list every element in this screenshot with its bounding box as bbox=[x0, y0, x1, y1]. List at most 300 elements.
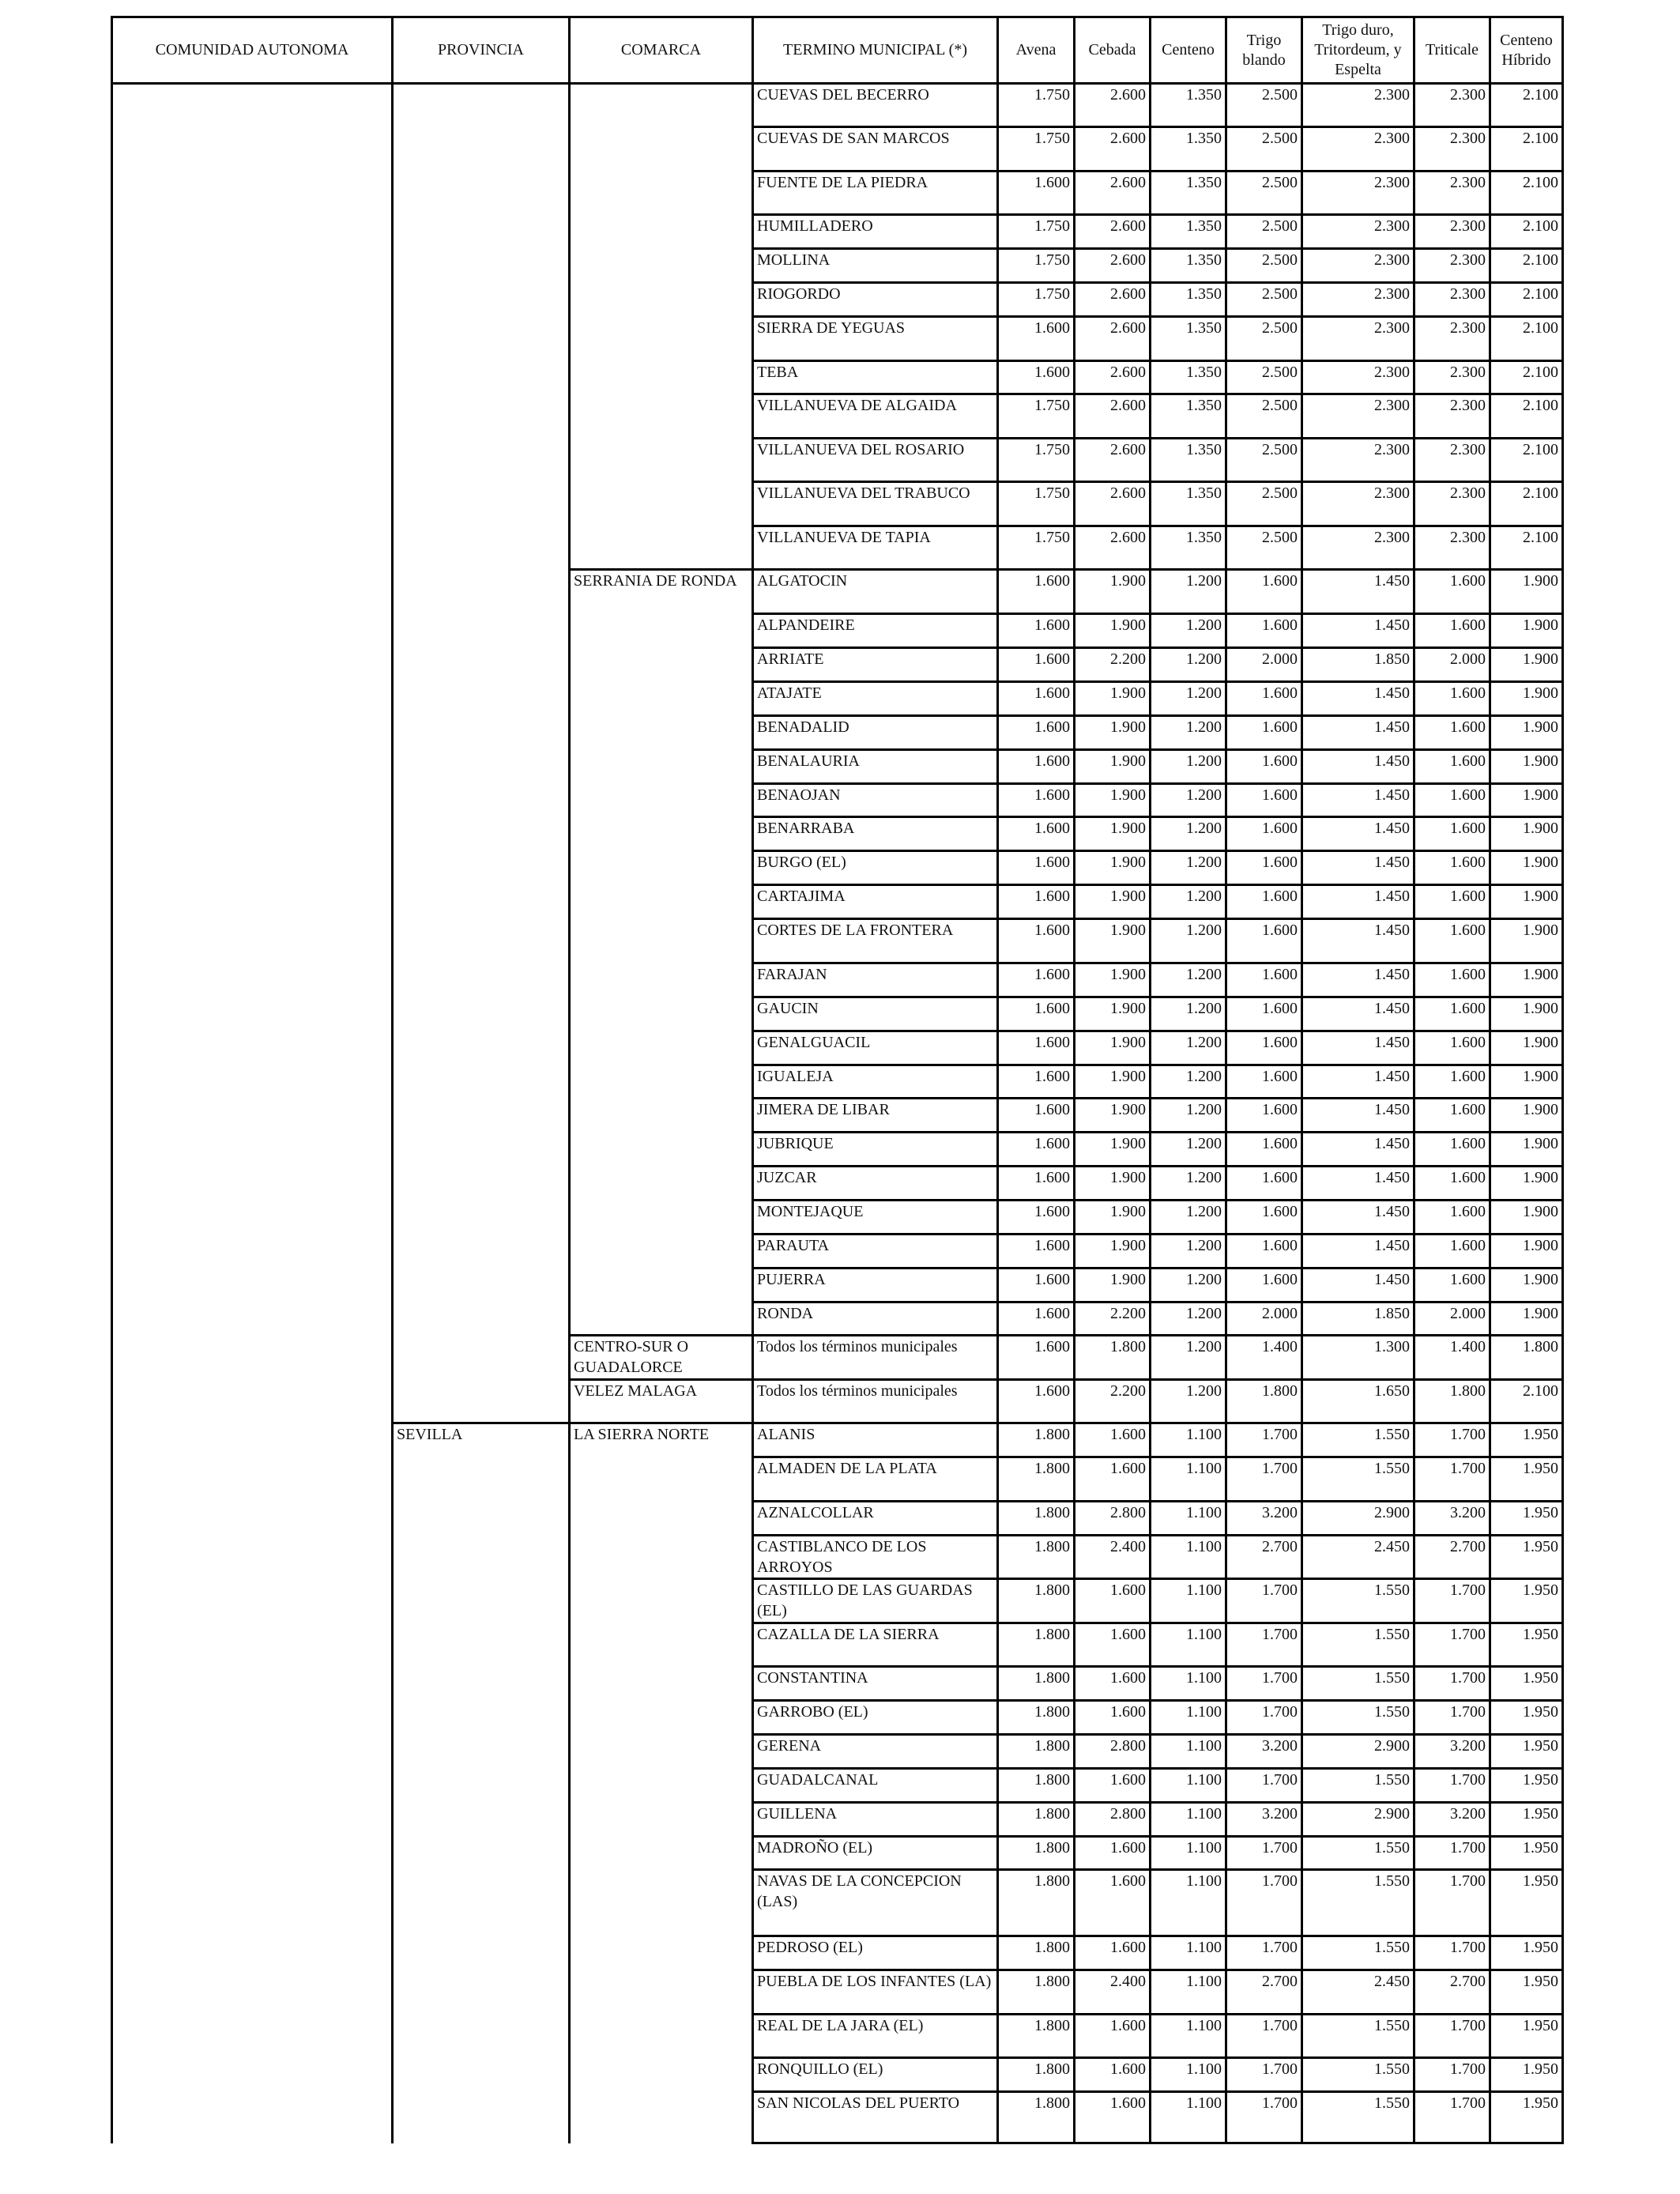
termino-municipal-cell: MONTEJAQUE bbox=[753, 1201, 998, 1235]
cebada-cell: 1.600 bbox=[1075, 2015, 1151, 2058]
trigo-duro-cell: 2.900 bbox=[1302, 1502, 1414, 1536]
trigo-blando-cell: 1.600 bbox=[1226, 1133, 1302, 1167]
centeno-cell: 1.100 bbox=[1151, 1667, 1226, 1701]
termino-municipal-cell: PUEBLA DE LOS INFANTES (LA) bbox=[753, 1970, 998, 2015]
trigo-blando-cell: 3.200 bbox=[1226, 1803, 1302, 1837]
cebada-cell: 1.900 bbox=[1075, 851, 1151, 885]
centeno-cell: 1.200 bbox=[1151, 784, 1226, 817]
trigo-blando-cell: 1.600 bbox=[1226, 919, 1302, 963]
triticale-cell: 2.300 bbox=[1414, 361, 1490, 394]
avena-cell: 1.800 bbox=[998, 2092, 1075, 2143]
centeno-hibrido-cell: 2.100 bbox=[1490, 394, 1563, 439]
trigo-blando-cell: 1.600 bbox=[1226, 570, 1302, 614]
termino-municipal-cell: MOLLINA bbox=[753, 249, 998, 283]
centeno-hibrido-cell: 1.950 bbox=[1490, 1701, 1563, 1735]
avena-cell: 1.800 bbox=[998, 1701, 1075, 1735]
cebada-cell: 2.600 bbox=[1075, 361, 1151, 394]
triticale-cell: 1.600 bbox=[1414, 1167, 1490, 1201]
centeno-cell: 1.200 bbox=[1151, 851, 1226, 885]
avena-cell: 1.800 bbox=[998, 1870, 1075, 1936]
cebada-cell: 1.600 bbox=[1075, 1769, 1151, 1803]
trigo-blando-cell: 1.600 bbox=[1226, 963, 1302, 997]
termino-municipal-cell: GERENA bbox=[753, 1735, 998, 1769]
termino-municipal-cell: CASTIBLANCO DE LOS ARROYOS bbox=[753, 1536, 998, 1579]
trigo-duro-cell: 2.300 bbox=[1302, 127, 1414, 172]
triticale-cell: 2.700 bbox=[1414, 1970, 1490, 2015]
cebada-cell: 1.600 bbox=[1075, 1837, 1151, 1870]
centeno-hibrido-cell: 1.900 bbox=[1490, 1269, 1563, 1302]
centeno-hibrido-cell: 1.950 bbox=[1490, 2015, 1563, 2058]
cebada-cell: 1.600 bbox=[1075, 1623, 1151, 1667]
termino-municipal-cell: VILLANUEVA DEL TRABUCO bbox=[753, 482, 998, 526]
cebada-cell: 1.600 bbox=[1075, 2092, 1151, 2143]
trigo-blando-cell: 1.700 bbox=[1226, 1667, 1302, 1701]
cebada-cell: 1.600 bbox=[1075, 2058, 1151, 2092]
termino-municipal-cell: CAZALLA DE LA SIERRA bbox=[753, 1623, 998, 1667]
termino-municipal-cell: PEDROSO (EL) bbox=[753, 1936, 998, 1970]
avena-cell: 1.750 bbox=[998, 482, 1075, 526]
comarca-cell bbox=[570, 84, 753, 570]
trigo-blando-cell: 2.500 bbox=[1226, 317, 1302, 361]
cebada-cell: 1.900 bbox=[1075, 784, 1151, 817]
centeno-hibrido-cell: 1.900 bbox=[1490, 716, 1563, 750]
triticale-cell: 1.600 bbox=[1414, 570, 1490, 614]
centeno-hibrido-cell: 1.900 bbox=[1490, 1133, 1563, 1167]
cebada-cell: 1.600 bbox=[1075, 1667, 1151, 1701]
trigo-blando-cell: 1.700 bbox=[1226, 1769, 1302, 1803]
header-trigo-duro: Trigo duro, Tritordeum, y Espelta bbox=[1302, 17, 1414, 84]
trigo-duro-cell: 1.550 bbox=[1302, 1870, 1414, 1936]
trigo-blando-cell: 1.600 bbox=[1226, 1269, 1302, 1302]
termino-municipal-cell: ALPANDEIRE bbox=[753, 614, 998, 648]
triticale-cell: 1.600 bbox=[1414, 1201, 1490, 1235]
termino-municipal-cell: VILLANUEVA DE TAPIA bbox=[753, 526, 998, 570]
triticale-cell: 1.600 bbox=[1414, 851, 1490, 885]
cebada-cell: 1.600 bbox=[1075, 1423, 1151, 1457]
cebada-cell: 2.600 bbox=[1075, 172, 1151, 215]
trigo-duro-cell: 1.450 bbox=[1302, 1167, 1414, 1201]
centeno-cell: 1.350 bbox=[1151, 84, 1226, 127]
page bbox=[111, 16, 1561, 2144]
avena-cell: 1.600 bbox=[998, 1031, 1075, 1065]
centeno-hibrido-cell: 1.950 bbox=[1490, 1870, 1563, 1936]
trigo-blando-cell: 2.500 bbox=[1226, 172, 1302, 215]
triticale-cell: 1.600 bbox=[1414, 1133, 1490, 1167]
avena-cell: 1.600 bbox=[998, 1065, 1075, 1099]
cebada-cell: 2.200 bbox=[1075, 648, 1151, 682]
termino-municipal-cell: BENADALID bbox=[753, 716, 998, 750]
trigo-duro-cell: 2.450 bbox=[1302, 1970, 1414, 2015]
trigo-duro-cell: 1.650 bbox=[1302, 1380, 1414, 1423]
centeno-hibrido-cell: 2.100 bbox=[1490, 439, 1563, 482]
cebada-cell: 2.200 bbox=[1075, 1302, 1151, 1336]
termino-municipal-cell: BURGO (EL) bbox=[753, 851, 998, 885]
centeno-hibrido-cell: 1.950 bbox=[1490, 1502, 1563, 1536]
triticale-cell: 3.200 bbox=[1414, 1502, 1490, 1536]
cebada-cell: 1.900 bbox=[1075, 997, 1151, 1031]
centeno-hibrido-cell: 2.100 bbox=[1490, 482, 1563, 526]
centeno-cell: 1.200 bbox=[1151, 1336, 1226, 1380]
trigo-duro-cell: 2.900 bbox=[1302, 1735, 1414, 1769]
triticale-cell: 1.700 bbox=[1414, 1837, 1490, 1870]
avena-cell: 1.800 bbox=[998, 1803, 1075, 1837]
centeno-hibrido-cell: 1.900 bbox=[1490, 919, 1563, 963]
termino-municipal-cell: BENARRABA bbox=[753, 817, 998, 851]
trigo-blando-cell: 1.600 bbox=[1226, 1201, 1302, 1235]
termino-municipal-cell: CARTAJIMA bbox=[753, 885, 998, 919]
cebada-cell: 2.800 bbox=[1075, 1502, 1151, 1536]
header-provincia: PROVINCIA bbox=[393, 17, 570, 84]
triticale-cell: 1.700 bbox=[1414, 1701, 1490, 1735]
triticale-cell: 1.600 bbox=[1414, 614, 1490, 648]
avena-cell: 1.800 bbox=[998, 1769, 1075, 1803]
termino-municipal-cell: CUEVAS DEL BECERRO bbox=[753, 84, 998, 127]
trigo-duro-cell: 1.450 bbox=[1302, 1065, 1414, 1099]
provincia-cell: SEVILLA bbox=[393, 1423, 570, 2143]
termino-municipal-cell: CASTILLO DE LAS GUARDAS (EL) bbox=[753, 1579, 998, 1623]
avena-cell: 1.750 bbox=[998, 526, 1075, 570]
avena-cell: 1.600 bbox=[998, 1269, 1075, 1302]
cebada-cell: 1.900 bbox=[1075, 817, 1151, 851]
trigo-blando-cell: 1.600 bbox=[1226, 1167, 1302, 1201]
centeno-cell: 1.350 bbox=[1151, 172, 1226, 215]
termino-municipal-cell: JUZCAR bbox=[753, 1167, 998, 1201]
cebada-cell: 1.900 bbox=[1075, 1269, 1151, 1302]
termino-municipal-cell: GUILLENA bbox=[753, 1803, 998, 1837]
avena-cell: 1.600 bbox=[998, 1201, 1075, 1235]
trigo-duro-cell: 1.450 bbox=[1302, 716, 1414, 750]
triticale-cell: 1.700 bbox=[1414, 1936, 1490, 1970]
avena-cell: 1.600 bbox=[998, 317, 1075, 361]
cebada-cell: 1.900 bbox=[1075, 1201, 1151, 1235]
triticale-cell: 1.600 bbox=[1414, 885, 1490, 919]
cebada-cell: 1.600 bbox=[1075, 1701, 1151, 1735]
triticale-cell: 2.300 bbox=[1414, 283, 1490, 317]
trigo-blando-cell: 3.200 bbox=[1226, 1502, 1302, 1536]
trigo-duro-cell: 1.450 bbox=[1302, 750, 1414, 784]
centeno-cell: 1.350 bbox=[1151, 394, 1226, 439]
centeno-hibrido-cell: 1.950 bbox=[1490, 1735, 1563, 1769]
avena-cell: 1.800 bbox=[998, 1502, 1075, 1536]
trigo-blando-cell: 2.500 bbox=[1226, 84, 1302, 127]
table-row bbox=[112, 84, 1563, 127]
avena-cell: 1.600 bbox=[998, 750, 1075, 784]
trigo-blando-cell: 2.000 bbox=[1226, 648, 1302, 682]
termino-municipal-cell: SIERRA DE YEGUAS bbox=[753, 317, 998, 361]
avena-cell: 1.750 bbox=[998, 249, 1075, 283]
triticale-cell: 1.600 bbox=[1414, 1099, 1490, 1133]
centeno-hibrido-cell: 1.900 bbox=[1490, 1031, 1563, 1065]
centeno-cell: 1.200 bbox=[1151, 716, 1226, 750]
avena-cell: 1.600 bbox=[998, 885, 1075, 919]
trigo-blando-cell: 2.500 bbox=[1226, 215, 1302, 249]
cebada-cell: 2.800 bbox=[1075, 1803, 1151, 1837]
triticale-cell: 2.300 bbox=[1414, 84, 1490, 127]
cebada-cell: 1.600 bbox=[1075, 1579, 1151, 1623]
termino-municipal-cell: TEBA bbox=[753, 361, 998, 394]
cebada-cell: 2.600 bbox=[1075, 482, 1151, 526]
avena-cell: 1.800 bbox=[998, 1536, 1075, 1579]
avena-cell: 1.600 bbox=[998, 648, 1075, 682]
termino-municipal-cell: BENAOJAN bbox=[753, 784, 998, 817]
trigo-duro-cell: 2.300 bbox=[1302, 84, 1414, 127]
termino-municipal-cell: RIOGORDO bbox=[753, 283, 998, 317]
triticale-cell: 2.000 bbox=[1414, 648, 1490, 682]
trigo-duro-cell: 2.900 bbox=[1302, 1803, 1414, 1837]
cebada-cell: 2.600 bbox=[1075, 439, 1151, 482]
trigo-duro-cell: 1.450 bbox=[1302, 963, 1414, 997]
trigo-blando-cell: 1.600 bbox=[1226, 1099, 1302, 1133]
centeno-cell: 1.100 bbox=[1151, 1970, 1226, 2015]
trigo-blando-cell: 1.700 bbox=[1226, 1457, 1302, 1502]
avena-cell: 1.600 bbox=[998, 1133, 1075, 1167]
trigo-duro-cell: 1.450 bbox=[1302, 614, 1414, 648]
triticale-cell: 1.700 bbox=[1414, 2015, 1490, 2058]
header-triticale: Triticale bbox=[1414, 17, 1490, 84]
termino-municipal-cell: RONDA bbox=[753, 1302, 998, 1336]
centeno-hibrido-cell: 1.950 bbox=[1490, 1579, 1563, 1623]
header-centeno: Centeno bbox=[1151, 17, 1226, 84]
centeno-cell: 1.350 bbox=[1151, 361, 1226, 394]
termino-municipal-cell: CUEVAS DE SAN MARCOS bbox=[753, 127, 998, 172]
centeno-hibrido-cell: 1.950 bbox=[1490, 2058, 1563, 2092]
centeno-hibrido-cell: 1.900 bbox=[1490, 997, 1563, 1031]
centeno-hibrido-cell: 1.950 bbox=[1490, 1936, 1563, 1970]
centeno-cell: 1.200 bbox=[1151, 817, 1226, 851]
cebada-cell: 2.600 bbox=[1075, 526, 1151, 570]
trigo-duro-cell: 1.850 bbox=[1302, 648, 1414, 682]
centeno-hibrido-cell: 1.950 bbox=[1490, 1803, 1563, 1837]
centeno-cell: 1.200 bbox=[1151, 750, 1226, 784]
cebada-cell: 1.900 bbox=[1075, 570, 1151, 614]
centeno-cell: 1.200 bbox=[1151, 885, 1226, 919]
trigo-blando-cell: 2.500 bbox=[1226, 439, 1302, 482]
header-comarca: COMARCA bbox=[570, 17, 753, 84]
termino-municipal-cell: VILLANUEVA DE ALGAIDA bbox=[753, 394, 998, 439]
centeno-hibrido-cell: 2.100 bbox=[1490, 127, 1563, 172]
triticale-cell: 3.200 bbox=[1414, 1735, 1490, 1769]
centeno-cell: 1.200 bbox=[1151, 919, 1226, 963]
centeno-hibrido-cell: 1.950 bbox=[1490, 1623, 1563, 1667]
cebada-cell: 1.900 bbox=[1075, 1031, 1151, 1065]
termino-municipal-cell: NAVAS DE LA CONCEPCION (LAS) bbox=[753, 1870, 998, 1936]
triticale-cell: 2.300 bbox=[1414, 172, 1490, 215]
cebada-cell: 1.600 bbox=[1075, 1936, 1151, 1970]
centeno-hibrido-cell: 1.950 bbox=[1490, 1769, 1563, 1803]
cebada-cell: 2.400 bbox=[1075, 1536, 1151, 1579]
cebada-cell: 2.400 bbox=[1075, 1970, 1151, 2015]
cebada-cell: 1.900 bbox=[1075, 919, 1151, 963]
termino-municipal-cell: AZNALCOLLAR bbox=[753, 1502, 998, 1536]
trigo-duro-cell: 2.300 bbox=[1302, 215, 1414, 249]
centeno-cell: 1.200 bbox=[1151, 1201, 1226, 1235]
trigo-duro-cell: 1.850 bbox=[1302, 1302, 1414, 1336]
trigo-duro-cell: 1.450 bbox=[1302, 997, 1414, 1031]
trigo-blando-cell: 1.600 bbox=[1226, 1031, 1302, 1065]
trigo-blando-cell: 1.700 bbox=[1226, 1579, 1302, 1623]
centeno-hibrido-cell: 1.900 bbox=[1490, 1201, 1563, 1235]
trigo-duro-cell: 1.300 bbox=[1302, 1336, 1414, 1380]
triticale-cell: 1.700 bbox=[1414, 1667, 1490, 1701]
cebada-cell: 1.900 bbox=[1075, 1167, 1151, 1201]
centeno-cell: 1.350 bbox=[1151, 127, 1226, 172]
centeno-hibrido-cell: 1.900 bbox=[1490, 1302, 1563, 1336]
avena-cell: 1.600 bbox=[998, 172, 1075, 215]
trigo-blando-cell: 1.600 bbox=[1226, 1065, 1302, 1099]
trigo-duro-cell: 2.300 bbox=[1302, 394, 1414, 439]
centeno-hibrido-cell: 1.950 bbox=[1490, 1970, 1563, 2015]
triticale-cell: 1.600 bbox=[1414, 784, 1490, 817]
termino-municipal-cell: CONSTANTINA bbox=[753, 1667, 998, 1701]
cebada-cell: 1.900 bbox=[1075, 885, 1151, 919]
centeno-hibrido-cell: 1.900 bbox=[1490, 1167, 1563, 1201]
cebada-cell: 2.200 bbox=[1075, 1380, 1151, 1423]
cebada-cell: 2.600 bbox=[1075, 394, 1151, 439]
triticale-cell: 1.700 bbox=[1414, 2058, 1490, 2092]
centeno-cell: 1.350 bbox=[1151, 317, 1226, 361]
centeno-cell: 1.100 bbox=[1151, 1623, 1226, 1667]
comarca-cell: CENTRO-SUR O GUADALORCE bbox=[570, 1336, 753, 1380]
triticale-cell: 2.700 bbox=[1414, 1536, 1490, 1579]
trigo-blando-cell: 2.000 bbox=[1226, 1302, 1302, 1336]
termino-municipal-cell: IGUALEJA bbox=[753, 1065, 998, 1099]
avena-cell: 1.600 bbox=[998, 1336, 1075, 1380]
triticale-cell: 1.600 bbox=[1414, 1065, 1490, 1099]
centeno-cell: 1.350 bbox=[1151, 283, 1226, 317]
centeno-cell: 1.200 bbox=[1151, 1031, 1226, 1065]
centeno-hibrido-cell: 1.900 bbox=[1490, 1065, 1563, 1099]
triticale-cell: 1.700 bbox=[1414, 1623, 1490, 1667]
header-trigo-blando: Trigo blando bbox=[1226, 17, 1302, 84]
centeno-hibrido-cell: 1.950 bbox=[1490, 1667, 1563, 1701]
trigo-blando-cell: 1.600 bbox=[1226, 817, 1302, 851]
trigo-blando-cell: 2.500 bbox=[1226, 482, 1302, 526]
avena-cell: 1.800 bbox=[998, 1667, 1075, 1701]
triticale-cell: 1.600 bbox=[1414, 750, 1490, 784]
trigo-blando-cell: 1.700 bbox=[1226, 1870, 1302, 1936]
termino-municipal-cell: GENALGUACIL bbox=[753, 1031, 998, 1065]
trigo-duro-cell: 1.450 bbox=[1302, 1099, 1414, 1133]
centeno-cell: 1.200 bbox=[1151, 1167, 1226, 1201]
centeno-cell: 1.100 bbox=[1151, 2058, 1226, 2092]
avena-cell: 1.750 bbox=[998, 84, 1075, 127]
avena-cell: 1.600 bbox=[998, 1302, 1075, 1336]
centeno-cell: 1.100 bbox=[1151, 2015, 1226, 2058]
centeno-hibrido-cell: 1.900 bbox=[1490, 1099, 1563, 1133]
trigo-duro-cell: 1.550 bbox=[1302, 1667, 1414, 1701]
termino-municipal-cell: Todos los términos municipales bbox=[753, 1336, 998, 1380]
termino-municipal-cell: ATAJATE bbox=[753, 682, 998, 716]
triticale-cell: 1.600 bbox=[1414, 963, 1490, 997]
termino-municipal-cell: ALANIS bbox=[753, 1423, 998, 1457]
trigo-blando-cell: 1.700 bbox=[1226, 2058, 1302, 2092]
centeno-cell: 1.200 bbox=[1151, 1065, 1226, 1099]
triticale-cell: 2.300 bbox=[1414, 317, 1490, 361]
trigo-blando-cell: 2.500 bbox=[1226, 361, 1302, 394]
cebada-cell: 1.900 bbox=[1075, 750, 1151, 784]
header-cebada: Cebada bbox=[1075, 17, 1151, 84]
avena-cell: 1.600 bbox=[998, 784, 1075, 817]
trigo-duro-cell: 1.450 bbox=[1302, 1235, 1414, 1269]
trigo-blando-cell: 2.500 bbox=[1226, 526, 1302, 570]
centeno-hibrido-cell: 1.900 bbox=[1490, 963, 1563, 997]
centeno-hibrido-cell: 2.100 bbox=[1490, 1380, 1563, 1423]
avena-cell: 1.750 bbox=[998, 283, 1075, 317]
centeno-hibrido-cell: 1.900 bbox=[1490, 817, 1563, 851]
avena-cell: 1.750 bbox=[998, 394, 1075, 439]
termino-municipal-cell: PARAUTA bbox=[753, 1235, 998, 1269]
triticale-cell: 1.700 bbox=[1414, 2092, 1490, 2143]
termino-municipal-cell: FARAJAN bbox=[753, 963, 998, 997]
trigo-duro-cell: 1.450 bbox=[1302, 570, 1414, 614]
trigo-blando-cell: 1.600 bbox=[1226, 750, 1302, 784]
triticale-cell: 1.700 bbox=[1414, 1769, 1490, 1803]
avena-cell: 1.800 bbox=[998, 1423, 1075, 1457]
triticale-cell: 1.600 bbox=[1414, 919, 1490, 963]
trigo-duro-cell: 1.450 bbox=[1302, 851, 1414, 885]
termino-municipal-cell: REAL DE LA JARA (EL) bbox=[753, 2015, 998, 2058]
avena-cell: 1.750 bbox=[998, 127, 1075, 172]
centeno-cell: 1.100 bbox=[1151, 1870, 1226, 1936]
comarca-cell: LA SIERRA NORTE bbox=[570, 1423, 753, 2143]
termino-municipal-cell: FUENTE DE LA PIEDRA bbox=[753, 172, 998, 215]
cebada-cell: 2.800 bbox=[1075, 1735, 1151, 1769]
triticale-cell: 1.700 bbox=[1414, 1870, 1490, 1936]
trigo-duro-cell: 2.300 bbox=[1302, 172, 1414, 215]
cebada-cell: 2.600 bbox=[1075, 249, 1151, 283]
trigo-duro-cell: 1.450 bbox=[1302, 682, 1414, 716]
termino-municipal-cell: ALGATOCIN bbox=[753, 570, 998, 614]
avena-cell: 1.800 bbox=[998, 1735, 1075, 1769]
cebada-cell: 2.600 bbox=[1075, 127, 1151, 172]
trigo-blando-cell: 2.500 bbox=[1226, 283, 1302, 317]
centeno-cell: 1.200 bbox=[1151, 997, 1226, 1031]
centeno-cell: 1.350 bbox=[1151, 526, 1226, 570]
trigo-duro-cell: 1.550 bbox=[1302, 2015, 1414, 2058]
avena-cell: 1.600 bbox=[998, 817, 1075, 851]
comarca-cell: SERRANIA DE RONDA bbox=[570, 570, 753, 1336]
trigo-duro-cell: 1.450 bbox=[1302, 885, 1414, 919]
termino-municipal-cell: ALMADEN DE LA PLATA bbox=[753, 1457, 998, 1502]
triticale-cell: 1.600 bbox=[1414, 817, 1490, 851]
centeno-hibrido-cell: 1.900 bbox=[1490, 614, 1563, 648]
centeno-hibrido-cell: 2.100 bbox=[1490, 215, 1563, 249]
triticale-cell: 1.600 bbox=[1414, 716, 1490, 750]
trigo-duro-cell: 1.550 bbox=[1302, 1579, 1414, 1623]
centeno-cell: 1.100 bbox=[1151, 1936, 1226, 1970]
trigo-blando-cell: 1.600 bbox=[1226, 851, 1302, 885]
trigo-duro-cell: 1.450 bbox=[1302, 817, 1414, 851]
trigo-duro-cell: 1.450 bbox=[1302, 1269, 1414, 1302]
header-centeno-hibrido: Centeno Híbrido bbox=[1490, 17, 1563, 84]
trigo-duro-cell: 2.300 bbox=[1302, 482, 1414, 526]
centeno-cell: 1.100 bbox=[1151, 1536, 1226, 1579]
avena-cell: 1.800 bbox=[998, 2058, 1075, 2092]
trigo-blando-cell: 2.500 bbox=[1226, 249, 1302, 283]
trigo-duro-cell: 1.550 bbox=[1302, 1457, 1414, 1502]
avena-cell: 1.800 bbox=[998, 1579, 1075, 1623]
centeno-cell: 1.100 bbox=[1151, 1423, 1226, 1457]
centeno-hibrido-cell: 2.100 bbox=[1490, 172, 1563, 215]
centeno-hibrido-cell: 1.900 bbox=[1490, 784, 1563, 817]
triticale-cell: 2.300 bbox=[1414, 526, 1490, 570]
triticale-cell: 2.300 bbox=[1414, 215, 1490, 249]
avena-cell: 1.750 bbox=[998, 439, 1075, 482]
centeno-cell: 1.350 bbox=[1151, 215, 1226, 249]
avena-cell: 1.600 bbox=[998, 716, 1075, 750]
centeno-hibrido-cell: 1.900 bbox=[1490, 885, 1563, 919]
trigo-blando-cell: 1.700 bbox=[1226, 2092, 1302, 2143]
